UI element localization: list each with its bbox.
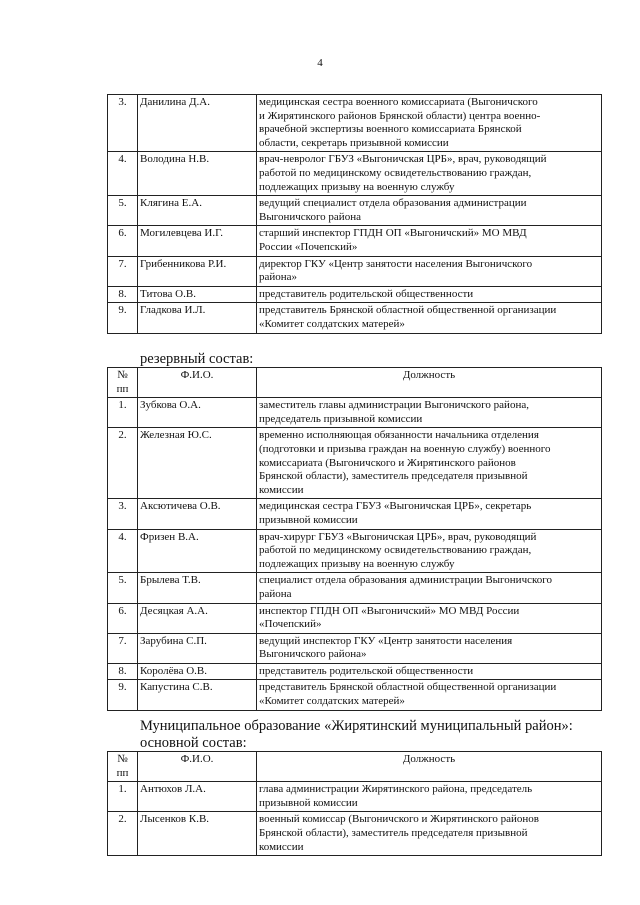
position-line: «Почепский»	[259, 618, 322, 631]
row-number: 8.	[108, 663, 138, 680]
position-line: призывной комиссии	[259, 513, 358, 526]
member-name: Клягина Е.А.	[138, 196, 257, 226]
member-name: Королёва О.В.	[138, 663, 257, 680]
position-line: медицинская сестра военного комиссариата (Выгоничского	[259, 96, 538, 108]
position-line: Брянской области), заместитель председателя призывной	[259, 826, 528, 839]
position-line: подлежащих призыву на военную службу	[259, 180, 455, 193]
row-number: 8.	[108, 286, 138, 303]
header-num: № пп	[108, 368, 138, 398]
position-line: инспектор ГПДН ОП «Выгоничский» МО МВД России	[259, 604, 520, 617]
position-line: и Жирятинского районов Брянской области) центра военно-	[259, 109, 541, 122]
member-name: Аксютичева О.В.	[138, 499, 257, 529]
table-row	[108, 286, 602, 303]
table-row	[108, 226, 602, 256]
member-position	[257, 256, 602, 286]
position-line: временно исполняющая обязанности начальника отделения	[259, 429, 539, 442]
row-number: 2.	[108, 812, 138, 856]
header-name: Ф.И.О.	[138, 368, 257, 398]
row-number: 2.	[108, 428, 138, 499]
member-position	[257, 573, 602, 603]
position-line: работой по медицинскому освидетельствованию граждан,	[259, 544, 532, 557]
position-line: врачебной экспертизы военного комиссариата Брянской	[259, 123, 522, 136]
member-position	[257, 303, 602, 333]
position-line: (подготовки и призыва граждан на военную службу) военного	[259, 442, 551, 455]
position-line: представитель Брянской областной общественной организации	[259, 681, 557, 694]
commission-table-main-continued	[107, 94, 602, 334]
position-line: ведущий специалист отдела образования администрации	[259, 197, 527, 210]
member-position	[257, 680, 602, 710]
position-line: Брянской области), заместитель председателя призывной	[259, 470, 528, 483]
table-body	[108, 95, 602, 334]
table-row	[108, 398, 602, 428]
member-position	[257, 152, 602, 196]
row-number: 9.	[108, 303, 138, 333]
position-line: Выгоничского района»	[259, 648, 367, 661]
member-name: Фризен В.А.	[138, 529, 257, 573]
table-row	[108, 303, 602, 333]
member-position	[257, 633, 602, 663]
member-name: Данилина Д.А.	[138, 95, 257, 152]
row-number: 5.	[108, 573, 138, 603]
commission-table-zhiryatino	[107, 751, 602, 856]
table-row	[108, 573, 602, 603]
position-line: представитель родительской общественности	[259, 664, 474, 677]
table-header-row	[108, 368, 602, 398]
table-row	[108, 152, 602, 196]
member-position	[257, 499, 602, 529]
position-line: подлежащих призыву на военную службу	[259, 557, 455, 570]
member-position	[257, 398, 602, 428]
position-line: медицинская сестра ГБУЗ «Выгоничская ЦРБ», секретарь	[259, 500, 532, 513]
table-row	[108, 428, 602, 499]
position-line: призывной комиссии	[259, 796, 358, 809]
position-line: комиссии	[259, 483, 304, 496]
section-subtitle-main: основной состав:	[140, 735, 247, 751]
row-number: 3.	[108, 499, 138, 529]
member-position	[257, 196, 602, 226]
position-line: работой по медицинскому освидетельствованию граждан,	[259, 166, 532, 179]
member-position	[257, 603, 602, 633]
commission-table-reserve	[107, 367, 602, 711]
table-row	[108, 499, 602, 529]
member-name: Капустина С.В.	[138, 680, 257, 710]
member-position	[257, 529, 602, 573]
row-number: 7.	[108, 633, 138, 663]
member-position	[257, 226, 602, 256]
position-line: старший инспектор ГПДН ОП «Выгоничский» МО МВД	[259, 227, 527, 240]
table-header-row	[108, 752, 602, 782]
table-row	[108, 680, 602, 710]
table-row	[108, 603, 602, 633]
header-name: Ф.И.О.	[138, 752, 257, 782]
table-row	[108, 95, 602, 152]
position-line: «Комитет солдатских матерей»	[259, 317, 405, 330]
member-name: Лысенков К.В.	[138, 812, 257, 856]
position-line: председатель призывной комиссии	[259, 412, 423, 425]
position-line: комиссариата (Выгоничского и Жирятинского районов	[259, 456, 516, 469]
position-line: России «Почепский»	[259, 240, 358, 253]
table-body	[108, 782, 602, 856]
position-line: врач-невролог ГБУЗ «Выгоничская ЦРБ», врач, руководящий	[259, 153, 547, 166]
page-number: 4	[317, 57, 323, 69]
row-number: 6.	[108, 226, 138, 256]
position-line: ведущий инспектор ГКУ «Центр занятости населения	[259, 634, 513, 647]
member-name: Титова О.В.	[138, 286, 257, 303]
member-position	[257, 663, 602, 680]
member-name: Брылева Т.В.	[138, 573, 257, 603]
table-row	[108, 256, 602, 286]
row-number: 4.	[108, 152, 138, 196]
member-position	[257, 782, 602, 812]
member-position	[257, 812, 602, 856]
section-title-zhiryatino: Муниципальное образование «Жирятинский муниципальный район»:	[140, 718, 573, 734]
row-number: 6.	[108, 603, 138, 633]
section-title-reserve: резервный состав:	[140, 351, 254, 367]
member-name: Володина Н.В.	[138, 152, 257, 196]
member-name: Зарубина С.П.	[138, 633, 257, 663]
position-line: врач-хирург ГБУЗ «Выгоничская ЦРБ», врач, руководящий	[259, 530, 537, 543]
member-name: Десяцкая А.А.	[138, 603, 257, 633]
position-line: Выгоничского района	[259, 210, 361, 223]
member-name: Железная Ю.С.	[138, 428, 257, 499]
position-line: глава администрации Жирятинского района, председатель	[259, 783, 533, 796]
position-line: «Комитет солдатских матерей»	[259, 695, 405, 708]
member-name: Могилевцева И.Г.	[138, 226, 257, 256]
position-line: комиссии	[259, 840, 304, 853]
row-number: 4.	[108, 529, 138, 573]
row-number: 9.	[108, 680, 138, 710]
table-row	[108, 812, 602, 856]
row-number: 1.	[108, 398, 138, 428]
header-position: Должность	[257, 368, 602, 398]
table-row	[108, 782, 602, 812]
member-name: Грибенникова Р.И.	[138, 256, 257, 286]
member-name: Гладкова И.Л.	[138, 303, 257, 333]
position-line: представитель родительской общественности	[259, 287, 474, 300]
table-body	[108, 398, 602, 710]
position-line: области, секретарь призывной комиссии	[259, 136, 449, 149]
position-line: района»	[259, 271, 298, 284]
member-name: Антюхов Л.А.	[138, 782, 257, 812]
position-line: района	[259, 587, 292, 600]
header-num: № пп	[108, 752, 138, 782]
position-line: военный комиссар (Выгоничского и Жирятинского районов	[259, 813, 540, 826]
header-position: Должность	[257, 752, 602, 782]
position-line: директор ГКУ «Центр занятости населения Выгоничского	[259, 257, 533, 270]
position-line: специалист отдела образования администрации Выгоничского	[259, 574, 553, 587]
table-row	[108, 633, 602, 663]
member-name: Зубкова О.А.	[138, 398, 257, 428]
member-position	[257, 286, 602, 303]
row-number: 5.	[108, 196, 138, 226]
position-line: заместитель главы администрации Выгоничского района,	[259, 399, 529, 412]
row-number: 7.	[108, 256, 138, 286]
table-row	[108, 196, 602, 226]
row-number: 3.	[108, 95, 138, 152]
member-position	[257, 95, 602, 152]
member-position	[257, 428, 602, 499]
row-number: 1.	[108, 782, 138, 812]
position-line: представитель Брянской областной общественной организации	[259, 304, 557, 317]
table-row	[108, 529, 602, 573]
table-row	[108, 663, 602, 680]
